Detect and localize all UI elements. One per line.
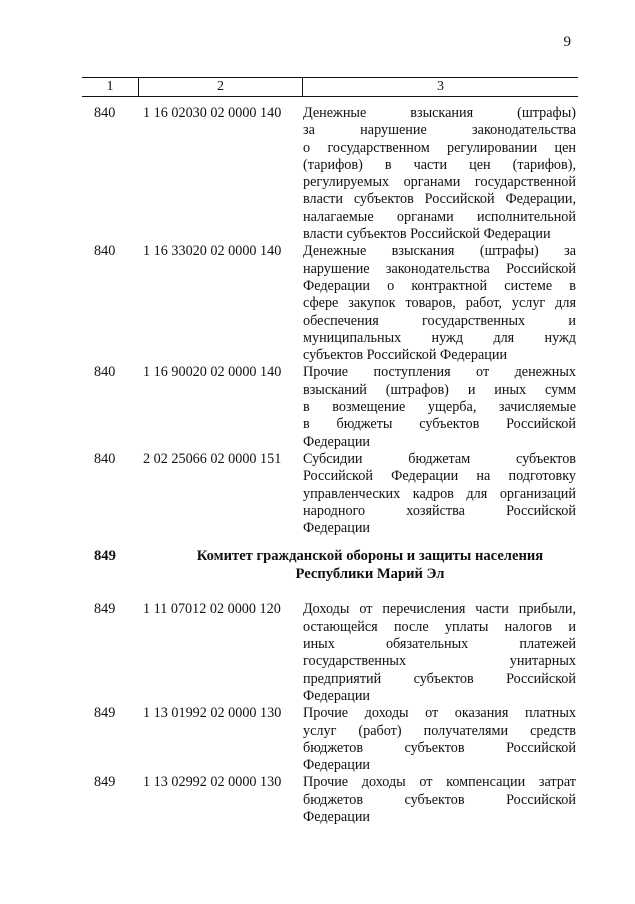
header-col-3: 3: [303, 78, 579, 97]
section-heading: [0, 547, 635, 583]
header-col-1: 1: [82, 78, 139, 97]
description-line: в возмещение ущерба, зачисляемые: [303, 399, 576, 416]
admin-code: 840: [94, 364, 116, 381]
description-line: Федерации: [303, 520, 371, 537]
description-line: о государственном регулировании цен: [303, 139, 576, 156]
income-code: 1 16 02030 02 0000 140: [143, 105, 282, 121]
table-row: [0, 705, 635, 774]
table-row: [0, 601, 635, 705]
table-row: [0, 243, 635, 364]
table-row: [0, 364, 635, 450]
description-line: Денежные взыскания (штрафы): [303, 105, 576, 121]
income-code: 1 11 07012 02 0000 120: [143, 601, 281, 618]
rows-before-section: [0, 105, 635, 537]
description-line: власти субъектов Российской Федерации: [303, 226, 551, 243]
admin-code: 840: [94, 105, 116, 121]
income-code: 1 16 33020 02 0000 140: [143, 243, 282, 260]
rows-after-section: [0, 601, 635, 826]
description-line: бюджетов субъектов Российской: [303, 739, 576, 756]
income-code: 2 02 25066 02 0000 151: [143, 450, 282, 467]
description-line: бюджетов субъектов Российской: [303, 791, 576, 808]
table-body: [0, 105, 635, 826]
description-line: Федерации: [303, 808, 371, 825]
table-row: [0, 451, 635, 537]
description-line: налагаемые органами исполнительной: [303, 208, 576, 225]
description-line: Прочие поступления от денежных: [303, 364, 576, 381]
admin-code: 849: [94, 705, 116, 722]
admin-code: 840: [94, 450, 116, 467]
income-description: [303, 451, 576, 537]
description-line: остающейся после уплаты налогов и: [303, 618, 576, 635]
header-col-2: 2: [139, 78, 303, 97]
description-line: субъектов Российской Федерации: [303, 347, 508, 364]
description-line: предприятий субъектов Российской: [303, 670, 576, 687]
description-line: народного хозяйства Российской: [303, 502, 576, 519]
description-line: власти субъектов Российской Федерации,: [303, 191, 576, 208]
section-title-line-1: Комитет гражданской обороны и защиты населения: [196, 548, 544, 565]
description-line: муниципальных нужд для нужд: [303, 329, 576, 346]
description-line: Федерации о контрактной системе в: [303, 277, 576, 294]
description-line: услуг (работ) получателями средств: [303, 722, 576, 739]
income-code: 1 13 01992 02 0000 130: [143, 705, 282, 722]
income-description: [303, 243, 576, 364]
description-line: Федерации: [303, 687, 371, 704]
description-line: Федерации: [303, 757, 371, 774]
income-description: [303, 601, 576, 705]
section-code: 849: [94, 548, 116, 565]
income-code: 1 16 90020 02 0000 140: [143, 364, 282, 381]
table-row: [0, 105, 635, 243]
description-line: (тарифов) в части цен (тарифов),: [303, 156, 576, 173]
description-line: Субсидии бюджетам субъектов: [303, 450, 576, 467]
admin-code: 840: [94, 243, 116, 260]
description-line: нарушение законодательства Российской: [303, 260, 576, 277]
description-line: Денежные взыскания (штрафы) за: [303, 243, 576, 260]
table-header: [82, 77, 578, 97]
description-line: государственных унитарных: [303, 653, 576, 670]
admin-code: 849: [94, 774, 116, 791]
description-line: взысканий (штрафов) и иных сумм: [303, 381, 576, 398]
description-line: Федерации: [303, 433, 371, 450]
income-description: [303, 774, 576, 826]
description-line: за нарушение законодательства: [303, 122, 576, 139]
description-line: обеспечения государственных и: [303, 312, 576, 329]
income-code: 1 13 02992 02 0000 130: [143, 774, 282, 791]
page-number: 9: [563, 34, 571, 50]
admin-code: 849: [94, 601, 116, 618]
income-description: [303, 364, 576, 450]
description-line: сфере закупок товаров, работ, услуг для: [303, 295, 576, 312]
income-description: [303, 105, 576, 243]
section-title: [160, 547, 580, 583]
section-title-line-2: Республики Марий Эл: [295, 566, 445, 583]
description-line: управленческих кадров для организаций: [303, 485, 576, 502]
income-description: [303, 705, 576, 774]
description-line: Российской Федерации на подготовку: [303, 468, 576, 485]
description-line: иных обязательных платежей: [303, 636, 576, 653]
description-line: в бюджеты субъектов Российской: [303, 416, 576, 433]
table-row: [0, 774, 635, 826]
description-line: Прочие доходы от оказания платных: [303, 705, 576, 722]
description-line: Прочие доходы от компенсации затрат: [303, 774, 576, 791]
description-line: Доходы от перечисления части прибыли,: [303, 601, 576, 618]
description-line: регулируемых органами государственной: [303, 174, 576, 191]
